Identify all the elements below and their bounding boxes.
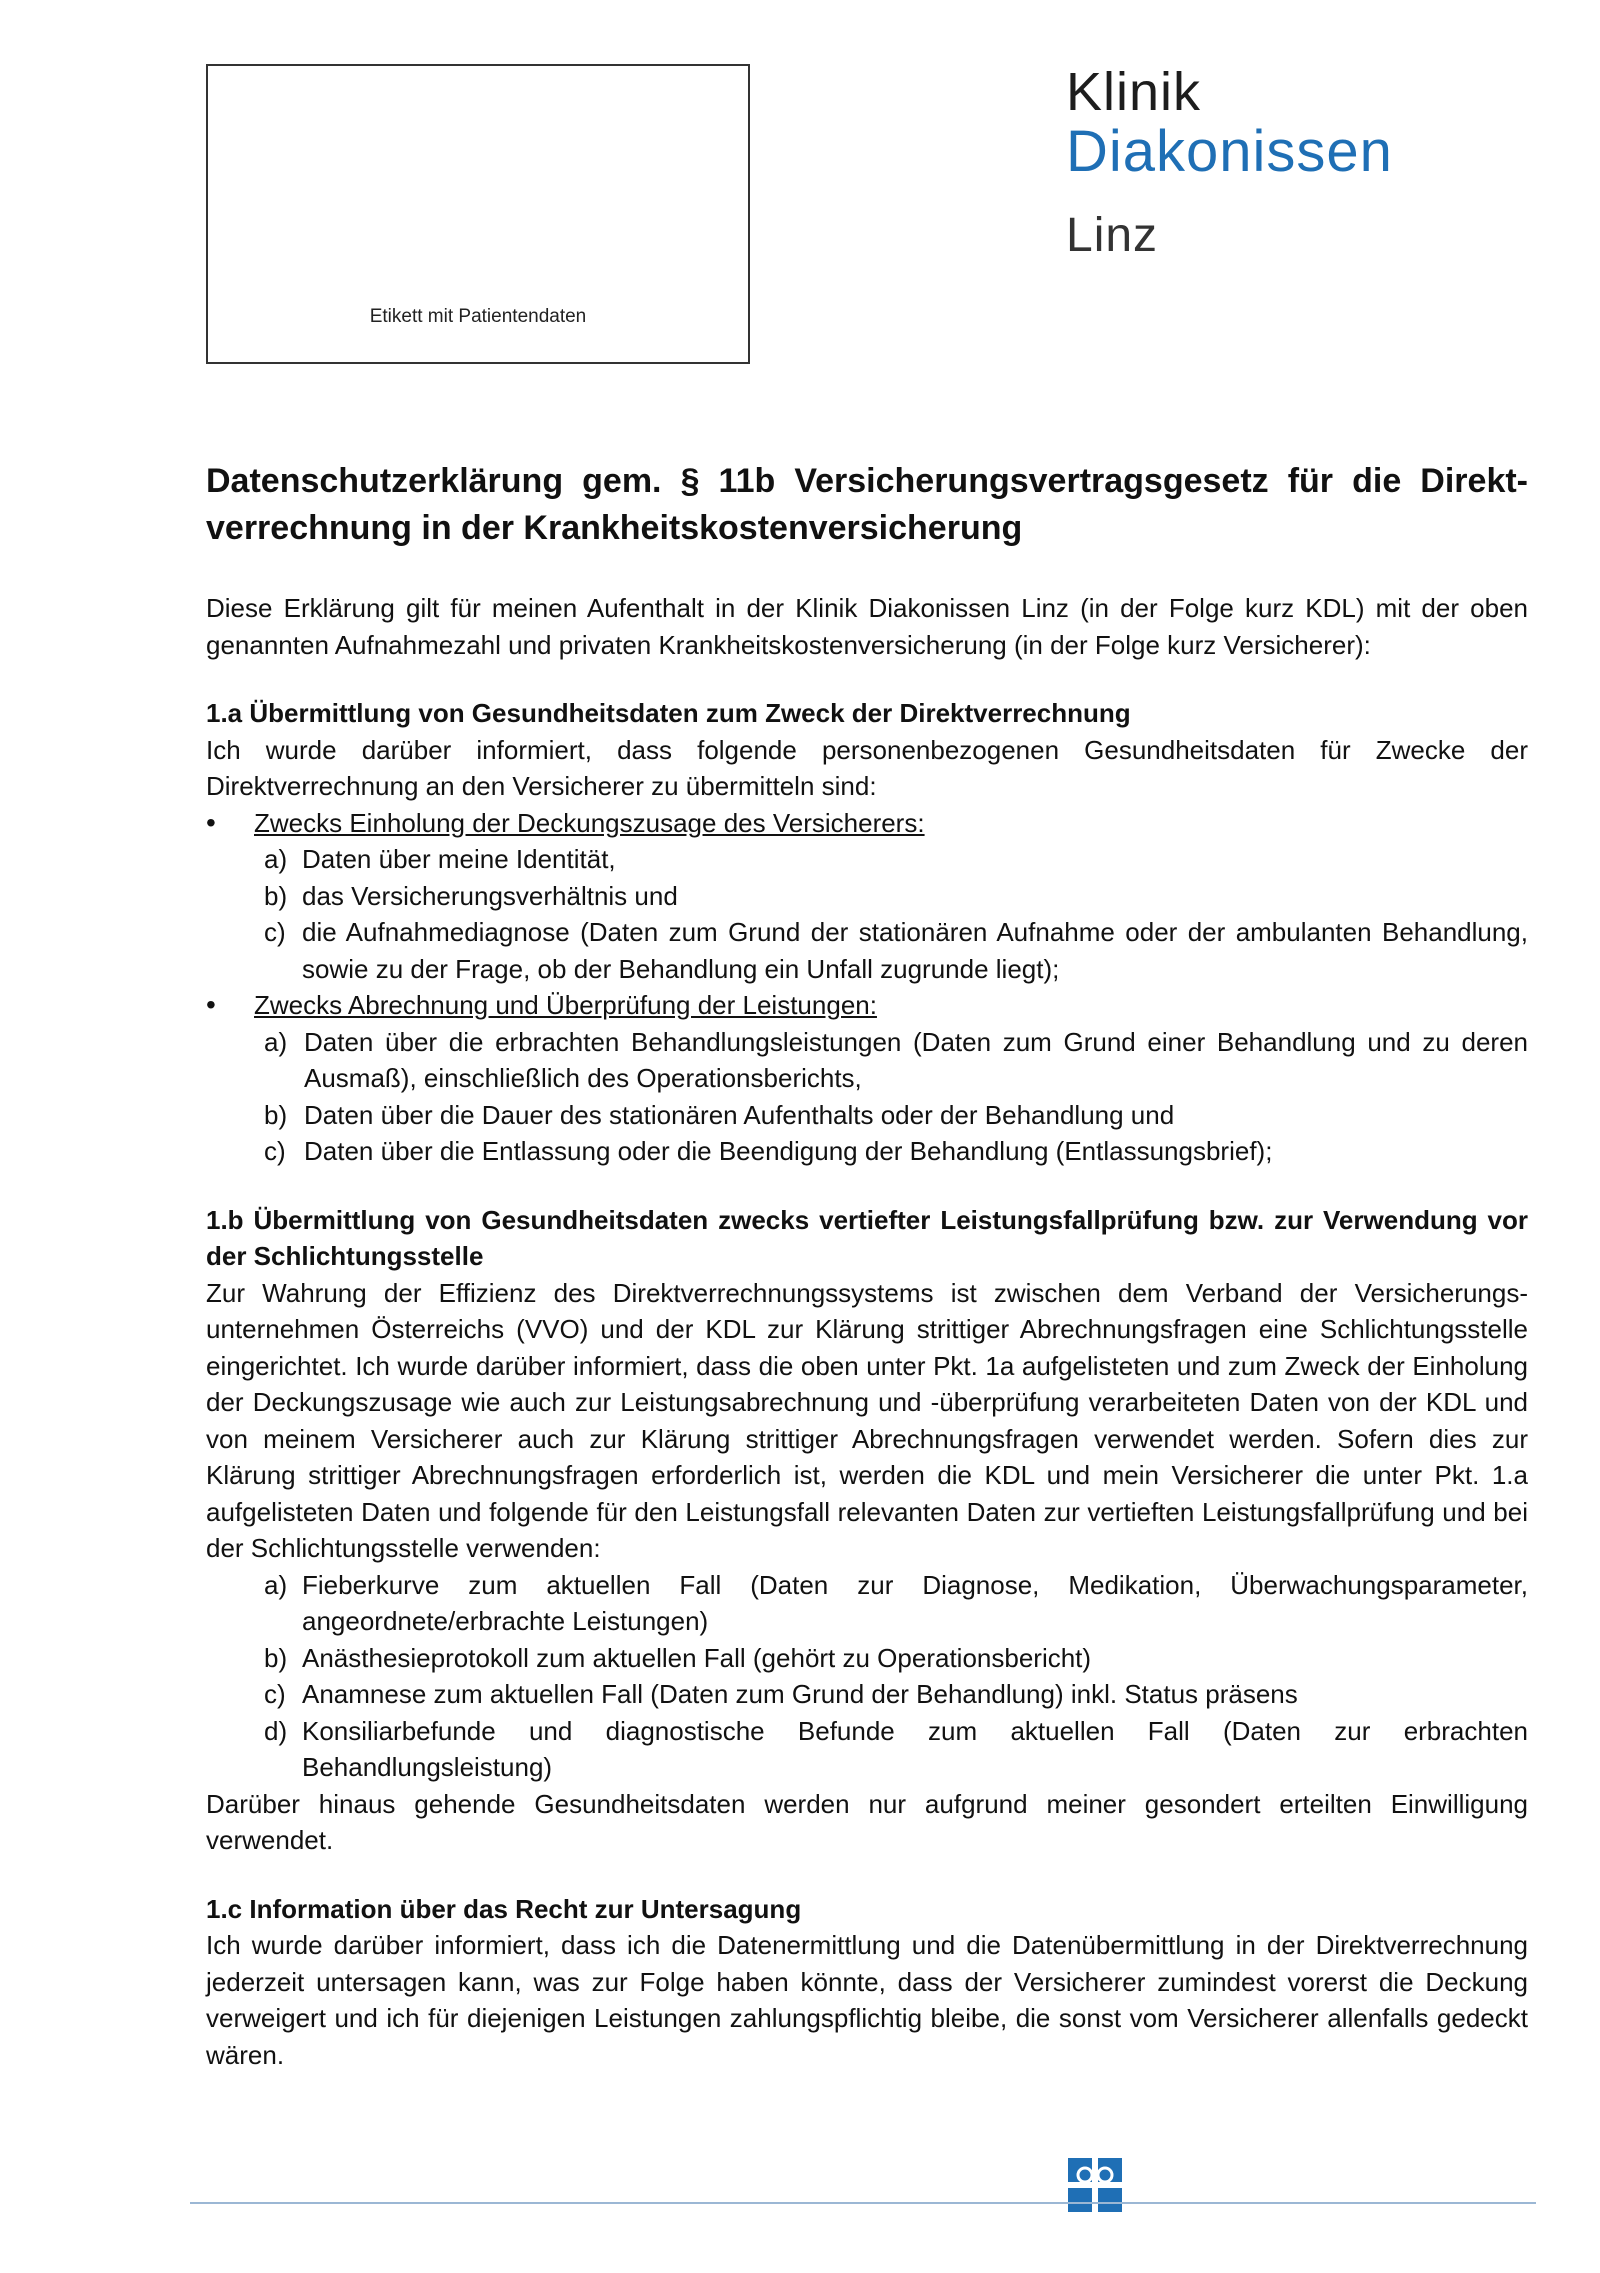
list-item-text: Anästhesieprotokoll zum aktuellen Fall (gehört zu Operationsbericht) [302,1642,1092,1673]
section-1c-text: Ich wurde darüber informiert, dass ich die Datenermittlung und die Datenübermittlung in der Direktverrechnung jederzeit untersagen kann, was zur Folge haben könnte, dass der Versicherer zumindest vorerst die Deckung verweigert und ich für diejenigen Leistungen zahlungspflichtig bleibe, die sonst vom Versicherer allenfalls gedeckt wären. [206,1930,1528,2070]
list-item [264,878,1528,915]
clinic-logo [1066,62,1393,264]
list-item-text: Daten über die Entlassung oder die Beendigung der Behandlung (Entlassungsbrief); [304,1136,1273,1166]
list-item [264,1024,1528,1097]
list-marker: a) [264,844,288,874]
list-item [264,1713,1528,1786]
list-item [264,1097,1528,1134]
list-marker: c) [264,1136,286,1166]
list-item-text: Konsiliarbefunde und diagnostische Befunde zum aktuellen Fall (Daten zur erbrachten Behandlungsleistung) [302,1715,1528,1782]
list-item-text: Daten über meine Identität, [302,844,616,874]
section-1c [206,1891,1528,2074]
section-1b-text: Zur Wahrung der Effizienz des Direktverrechnungssystems ist zwischen dem Verband der Versicherungs-unternehmen Österreichs (VVO) und der KDL zur Klärung strittiger Abrechnungsfragen eine Schlichtungsstelle eingerichtet. Ich wurde darüber informiert, dass die oben unter Pkt. 1a aufgelisteten und zum Zweck der Einholung der Deckungszusage wie auch zur Leistungsabrechnung und -überprüfung verarbeiteten Daten von der KDL und von meinem Versicherer auch zur Klärung strittiger Abrechnungsfragen verwendet werden. Sofern dies zur Klärung strittiger Abrechnungsfragen erforderlich ist, werden die KDL und mein Versicherer die unter Pkt. 1.a aufgelisteten Daten und folgende für den Leistungsfall relevanten Daten zur vertieften Leistungsfallprüfung und bei der Schlichtungsstelle verwenden: [206,1277,1528,1563]
list-marker: d) [264,1715,288,1746]
section-1c-heading: 1.c Information über das Recht zur Untersagung [206,1893,802,1924]
list-marker: a) [264,1569,288,1600]
list-item [264,841,1528,878]
patient-label-text: Etikett mit Patientendaten [369,306,587,327]
abrechnung-list [206,1024,1528,1170]
list-item-text: Daten über die Dauer des stationären Aufenthalts oder der Behandlung und [304,1099,1175,1130]
document-body [206,458,1528,2105]
bullet-label: Zwecks Einholung der Deckungszusage des Versicherers: [254,807,925,838]
logo-line-2: Diakonissen [1066,119,1393,184]
list-marker: c) [264,917,286,947]
section-1a-bullets-2 [206,987,1528,1024]
intro-paragraph: Diese Erklärung gilt für meinen Aufenthalt in der Klinik Diakonissen Linz (in der Folge kurz KDL) mit der oben genannten Aufnahmezahl und privaten Krankheitskostenversicherung (in der Folge kurz Versicherer): [206,593,1528,660]
deckungszusage-list [206,841,1528,987]
section-1a-heading: 1.a Übermittlung von Gesundheitsdaten zum Zweck der Direktverrechnung [206,698,1131,728]
footer-divider [190,2202,1536,2204]
section-1b-list [206,1567,1528,1786]
document-title: Datenschutzerklärung gem. § 11b Versicherungsvertragsgesetz für die Direkt-verrechnung in der Krankheitskostenversicherung [206,462,1528,547]
list-item [264,1640,1528,1677]
list-item [264,914,1528,987]
logo-line-1: Klinik [1066,62,1202,122]
list-item-text: die Aufnahmediagnose (Daten zum Grund der stationären Aufnahme oder der ambulanten Behandlung, sowie zu der Frage, ob der Behandlung ein Unfall zugrunde liegt); [302,917,1528,984]
section-1a-bullets [206,805,1528,842]
list-item-text: Anamnese zum aktuellen Fall (Daten zum Grund der Behandlung) inkl. Status präsens [302,1679,1298,1709]
list-marker: a) [264,1026,288,1057]
bullet-abrechnung [206,987,1528,1024]
list-item-text: Daten über die erbrachten Behandlungsleistungen (Daten zum Grund einer Behandlung und zu deren Ausmaß), einschließlich des Operationsberichts, [304,1026,1528,1093]
list-item [264,1676,1528,1713]
section-1b [206,1202,1528,1859]
list-marker: b) [264,880,288,911]
bullet-label: Zwecks Abrechnung und Überprüfung der Leistungen: [254,990,877,1020]
section-1a-text: Ich wurde darüber informiert, dass folgende personenbezogenen Gesundheitsdaten für Zwecke der Direktverrechnung an den Versicherer zu übermitteln sind: [206,734,1528,801]
list-item [264,1133,1528,1170]
bullet-deckungszusage [206,805,1528,842]
list-marker: b) [264,1642,288,1673]
list-item-text: Fieberkurve zum aktuellen Fall (Daten zur Diagnose, Medikation, Überwachungsparameter, angeordnete/erbrachte Leistungen) [302,1569,1528,1636]
list-item-text: das Versicherungsverhältnis und [302,880,678,911]
list-marker: b) [264,1099,288,1130]
section-1b-closing: Darüber hinaus gehende Gesundheitsdaten werden nur aufgrund meiner gesondert erteilten Einwilligung verwendet. [206,1788,1528,1855]
patient-label-box [206,64,750,364]
logo-line-3: Linz [1066,209,1159,262]
list-item [264,1567,1528,1640]
list-marker: c) [264,1679,286,1709]
section-1b-heading: 1.b Übermittlung von Gesundheitsdaten zwecks vertiefter Leistungsfallprüfung bzw. zur Verwendung vor der Schlichtungsstelle [206,1204,1528,1271]
section-1a [206,695,1528,1170]
